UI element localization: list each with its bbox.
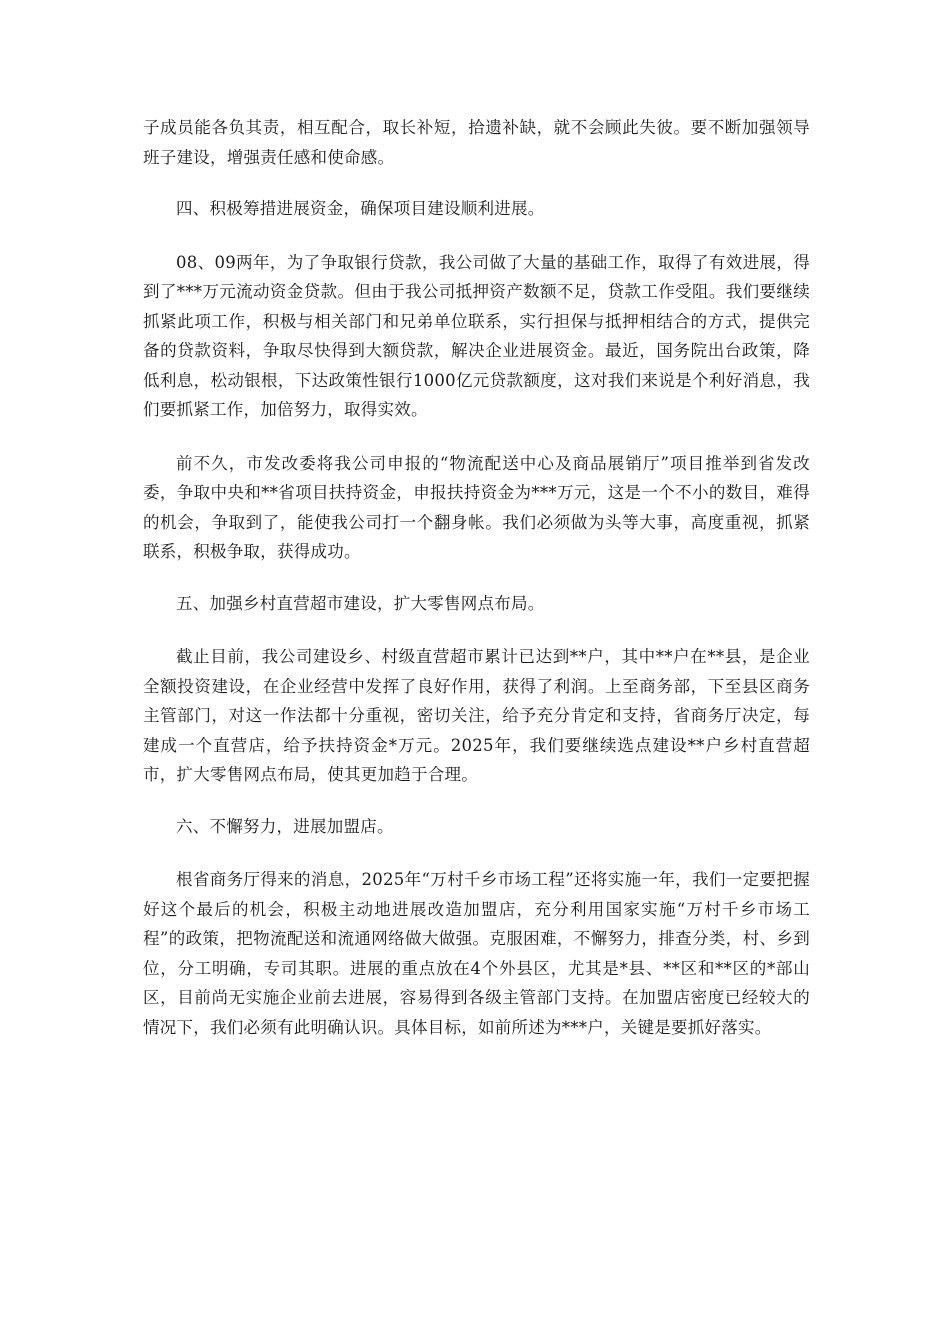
paragraph-project-funding: 前不久，市发改委将我公司申报的“物流配送中心及商品展销厅”项目推举到省发改委，争取中央和**省项目扶持资金，申报扶持资金为***万元，这是一个不小的数目，难得的机会，争取到了，能使我公司打一个翻身帐。我们必须做为头等大事，高度重视，抓紧联系，积极争取，获得成功。 xyxy=(143,453,810,561)
section-heading-6: 六、不懈努力，进展加盟店。 xyxy=(176,816,394,836)
section-heading-4: 四、积极筹措进展资金，确保项目建设顺利进展。 xyxy=(176,199,545,218)
paragraph-franchise: 根省商务厅得来的消息，2025年“万村千乡市场工程”还将实施一年，我们一定要把握好这个最后的机会，积极主动地进展改造加盟店，充分利用国家实施“万村千乡市场工程”的政策，把物流配送和流通网络做大做强。克服困难，不懈努力，排查分类，村、乡到位，分工明确，专司其职。进展的重点放在4个外县区，尤其是*县、**区和**区的*部山区，目前尚无实施企业前去进展，容易得到各级主管部门支持。在加盟店密度已经较大的情况下，我们必须有此明确认识。具体目标，如前所述为***户，关键是要抓好落实。 xyxy=(143,870,810,1037)
paragraph-continuation: 子成员能各负其责，相互配合，取长补短，拾遗补缺，就不会顾此失彼。要不断加强领导班子建设，增强责任感和使命感。 xyxy=(143,118,810,167)
paragraph-loans: 08、09两年，为了争取银行贷款，我公司做了大量的基础工作，取得了有效进展，得到了***万元流动资金贷款。但由于我公司抵押资产数额不足，贷款工作受阻。我们要继续抓紧此项工作，积极与相关部门和兄弟单位联系，实行担保与抵押相结合的方式，提供完备的贷款资料，争取尽快得到大额贷款，解决企业进展资金。最近，国务院出台政策，降低利息，松动银根，下达政策性银行1000亿元贷款额度，这对我们来说是个利好消息，我们要抓紧工作，加倍努力，取得实效。 xyxy=(143,252,810,419)
section-heading-5: 五、加强乡村直营超市建设，扩大零售网点布局。 xyxy=(176,593,545,613)
paragraph-direct-stores: 截止目前，我公司建设乡、村级直营超市累计已达到**户，其中**户在**县，是企业全额投资建设，在企业经营中发挥了良好作用，获得了利润。上至商务部，下至县区商务主管部门，对这一作法都十分重视，密切关注，给予充分肯定和支持，省商务厅决定，每建成一个直营店，给予扶持资金*万元。2025年，我们要继续选点建设**户乡村直营超市，扩大零售网点布局，使其更加趋于合理。 xyxy=(143,647,810,784)
document-body xyxy=(143,113,810,1042)
